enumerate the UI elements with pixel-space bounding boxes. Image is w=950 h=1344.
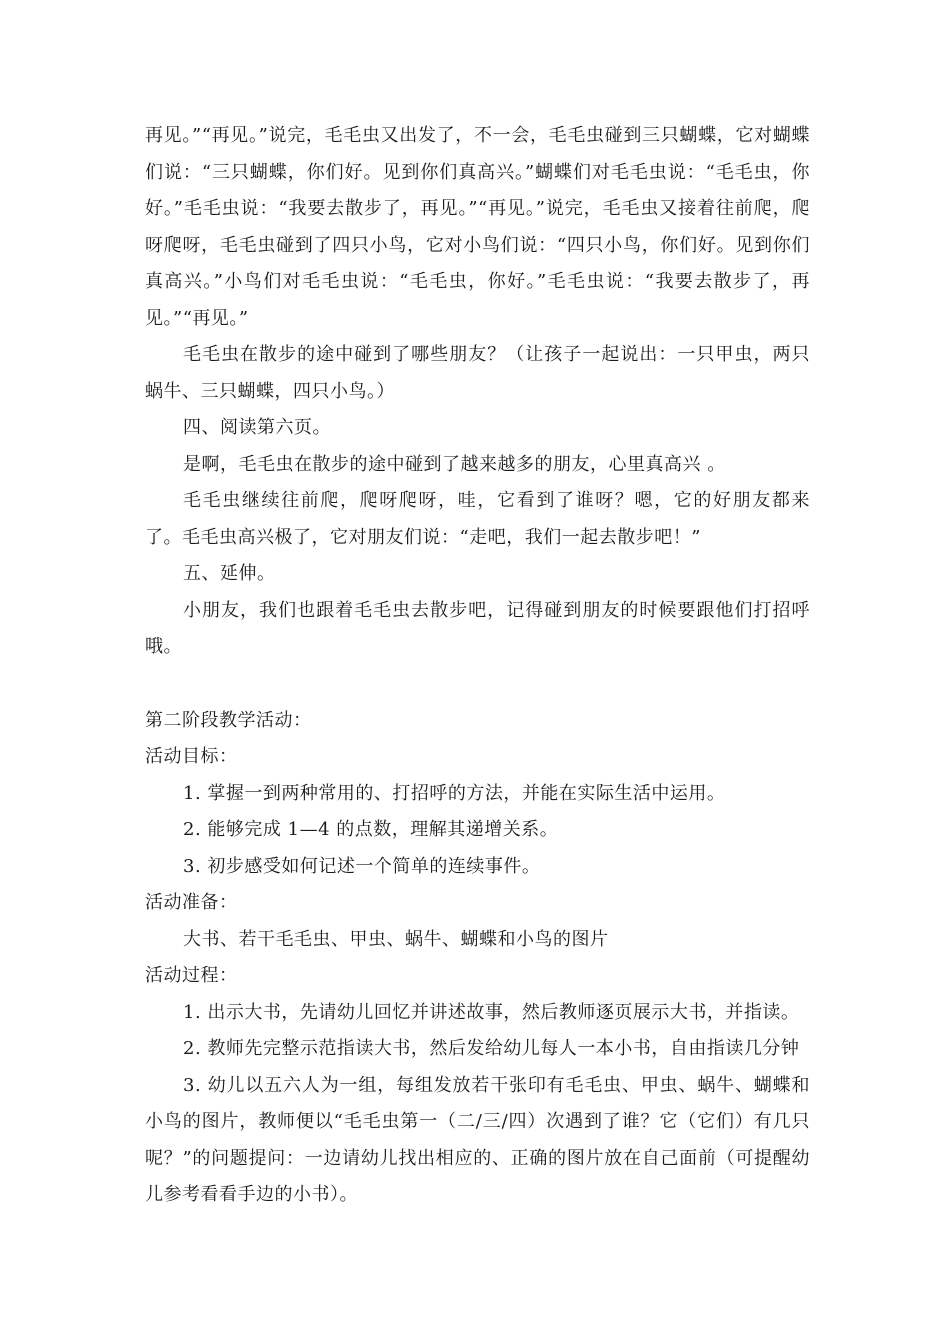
section-heading-read-page-six: 四、阅读第六页。 [183, 417, 331, 438]
stage2-heading: 第二阶段教学活动： [145, 709, 312, 731]
process-step: 1. 出示大书，先请幼儿回忆并讲述故事，然后教师逐页展示大书，并指读。 [183, 1001, 800, 1023]
story-paragraph: 毛毛虫继续往前爬，爬呀爬呀，哇，它看到了谁呀？嗯，它的好朋友都来了。毛毛虫高兴极了，它对朋友们说：“走吧，我们一起去散步吧！” [145, 490, 810, 548]
extension-paragraph: 小朋友，我们也跟着毛毛虫去散步吧，记得碰到朋友的时候要跟他们打招呼哦。 [145, 599, 810, 657]
blank-line [145, 666, 810, 703]
prep-label: 活动准备： [145, 892, 238, 913]
story-paragraph: 是啊，毛毛虫在散步的途中碰到了越来越多的朋友，心里真高兴 。 [183, 453, 726, 475]
section-heading-extension: 五、延伸。 [183, 563, 276, 584]
goal-item: 2. 能够完成 1—4 的点数，理解其递增关系。 [183, 819, 559, 840]
goal-item: 1. 掌握一到两种常用的、打招呼的方法，并能在实际生活中运用。 [183, 782, 726, 804]
process-step: 3. 幼儿以五六人为一组，每组发放若干张印有毛毛虫、甲虫、蜗牛、蝴蝶和小鸟的图片，教师便以“毛毛虫第一（二/三/四）次遇到了谁？它（它们）有几只呢？”的问题提问：一边请幼儿找出相应的、正确的图片放在自己面前（可提醒幼儿参考看看手边的小书）。 [145, 1074, 810, 1205]
process-label: 活动过程： [145, 965, 238, 986]
goal-item: 3. 初步感受如何记述一个简单的连续事件。 [183, 855, 541, 877]
story-paragraph: 再见。”“再见。”说完，毛毛虫又出发了，不一会，毛毛虫碰到三只蝴蝶，它对蝴蝶们说：“三只蝴蝶，你们好。见到你们真高兴。”蝴蝶们对毛毛虫说：“毛毛虫，你好。”毛毛虫说：“我要去散步了，再见。”“再见。”说完，毛毛虫又接着往前爬，爬呀爬呀，毛毛虫碰到了四只小鸟，它对小鸟们说：“四只小鸟，你们好。见到你们真高兴。”小鸟们对毛毛虫说：“毛毛虫，你好。”毛毛虫说：“我要去散步了，再见。”“再见。” [145, 125, 810, 329]
prep-text: 大书、若干毛毛虫、甲虫、蜗牛、蝴蝶和小鸟的图片 [183, 928, 609, 950]
process-step: 2. 教师先完整示范指读大书，然后发给幼儿每人一本小书，自由指读几分钟 [183, 1038, 800, 1059]
question-paragraph: 毛毛虫在散步的途中碰到了哪些朋友？（让孩子一起说出：一只甲虫，两只蜗牛、三只蝴蝶，四只小鸟。） [145, 344, 810, 402]
goals-label: 活动目标： [145, 746, 238, 767]
document-body [145, 118, 810, 1214]
